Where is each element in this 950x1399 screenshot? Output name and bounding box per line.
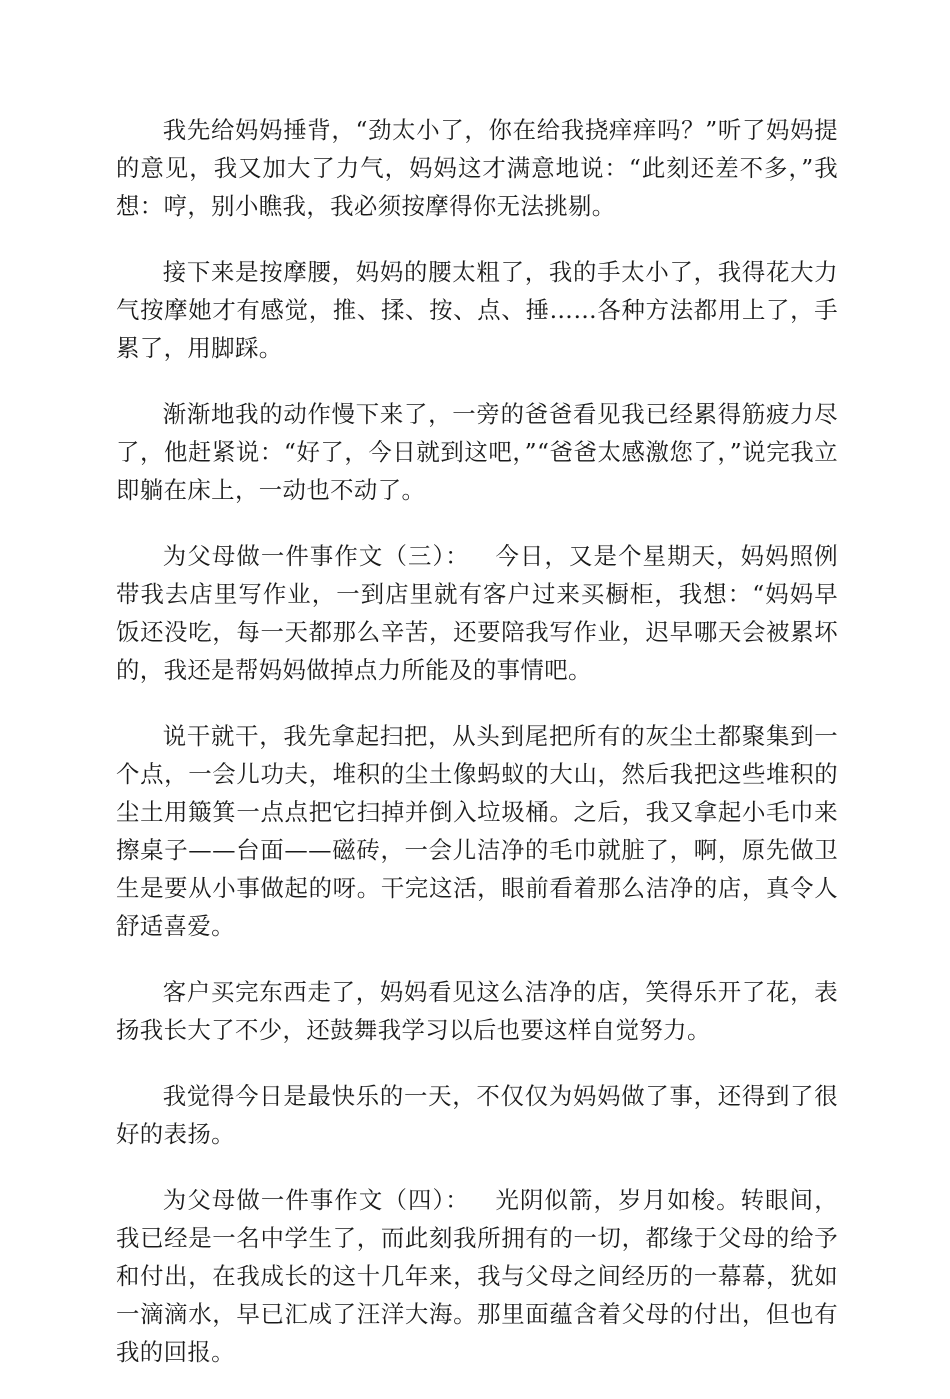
- document-body: [116, 111, 838, 1399]
- paragraph-5: 说干就干，我先拿起扫把，从头到尾把所有的灰尘土都聚集到一个点，一会儿功夫，堆积的尘土像蚂蚁的大山，然后我把这些堆积的尘土用簸箕一点点把它扫掉并倒入垃圾桶。之后，我又拿起小毛巾来擦桌子——台面——磁砖，一会儿洁净的毛巾就脏了，啊，原先做卫生是要从小事做起的呀。干完这活，眼前看着那么洁净的店，真令人舒适喜爱。: [116, 722, 838, 940]
- paragraph-6: 客户买完东西走了，妈妈看见这么洁净的店，笑得乐开了花，表扬我长大了不少，还鼓舞我学习以后也要这样自觉努力。: [116, 978, 838, 1044]
- paragraph-7: 我觉得今日是最快乐的一天，不仅仅为妈妈做了事，还得到了很好的表扬。: [116, 1082, 838, 1148]
- paragraph-8: 为父母做一件事作文（四）： 光阴似箭，岁月如梭。转眼间，我已经是一名中学生了，而此刻我所拥有的一切，都缘于父母的给予和付出，在我成长的这十几年来，我与父母之间经历的一幕幕，犹如一滴滴水，早已汇成了汪洋大海。那里面蕴含着父母的付出，但也有我的回报。: [116, 1186, 838, 1366]
- paragraph-1: 我先给妈妈捶背，“劲太小了，你在给我挠痒痒吗？”听了妈妈提的意见，我又加大了力气，妈妈这才满意地说：“此刻还差不多，”我想：哼，别小瞧我，我必须按摩得你无法挑剔。: [116, 116, 838, 220]
- paragraph-2: 接下来是按摩腰，妈妈的腰太粗了，我的手太小了，我得花大力气按摩她才有感觉，推、揉、按、点、捶……各种方法都用上了，手累了，用脚踩。: [116, 258, 838, 362]
- paragraph-3: 渐渐地我的动作慢下来了，一旁的爸爸看见我已经累得筋疲力尽了，他赶紧说：“好了，今日就到这吧，”“爸爸太感激您了，”说完我立即躺在床上，一动也不动了。: [116, 400, 838, 504]
- paragraph-4: 为父母做一件事作文（三）： 今日，又是个星期天，妈妈照例带我去店里写作业，一到店里就有客户过来买橱柜，我想：“妈妈早饭还没吃，每一天都那么辛苦，还要陪我写作业，迟早哪天会被累坏的，我还是帮妈妈做掉点力所能及的事情吧。: [116, 542, 838, 684]
